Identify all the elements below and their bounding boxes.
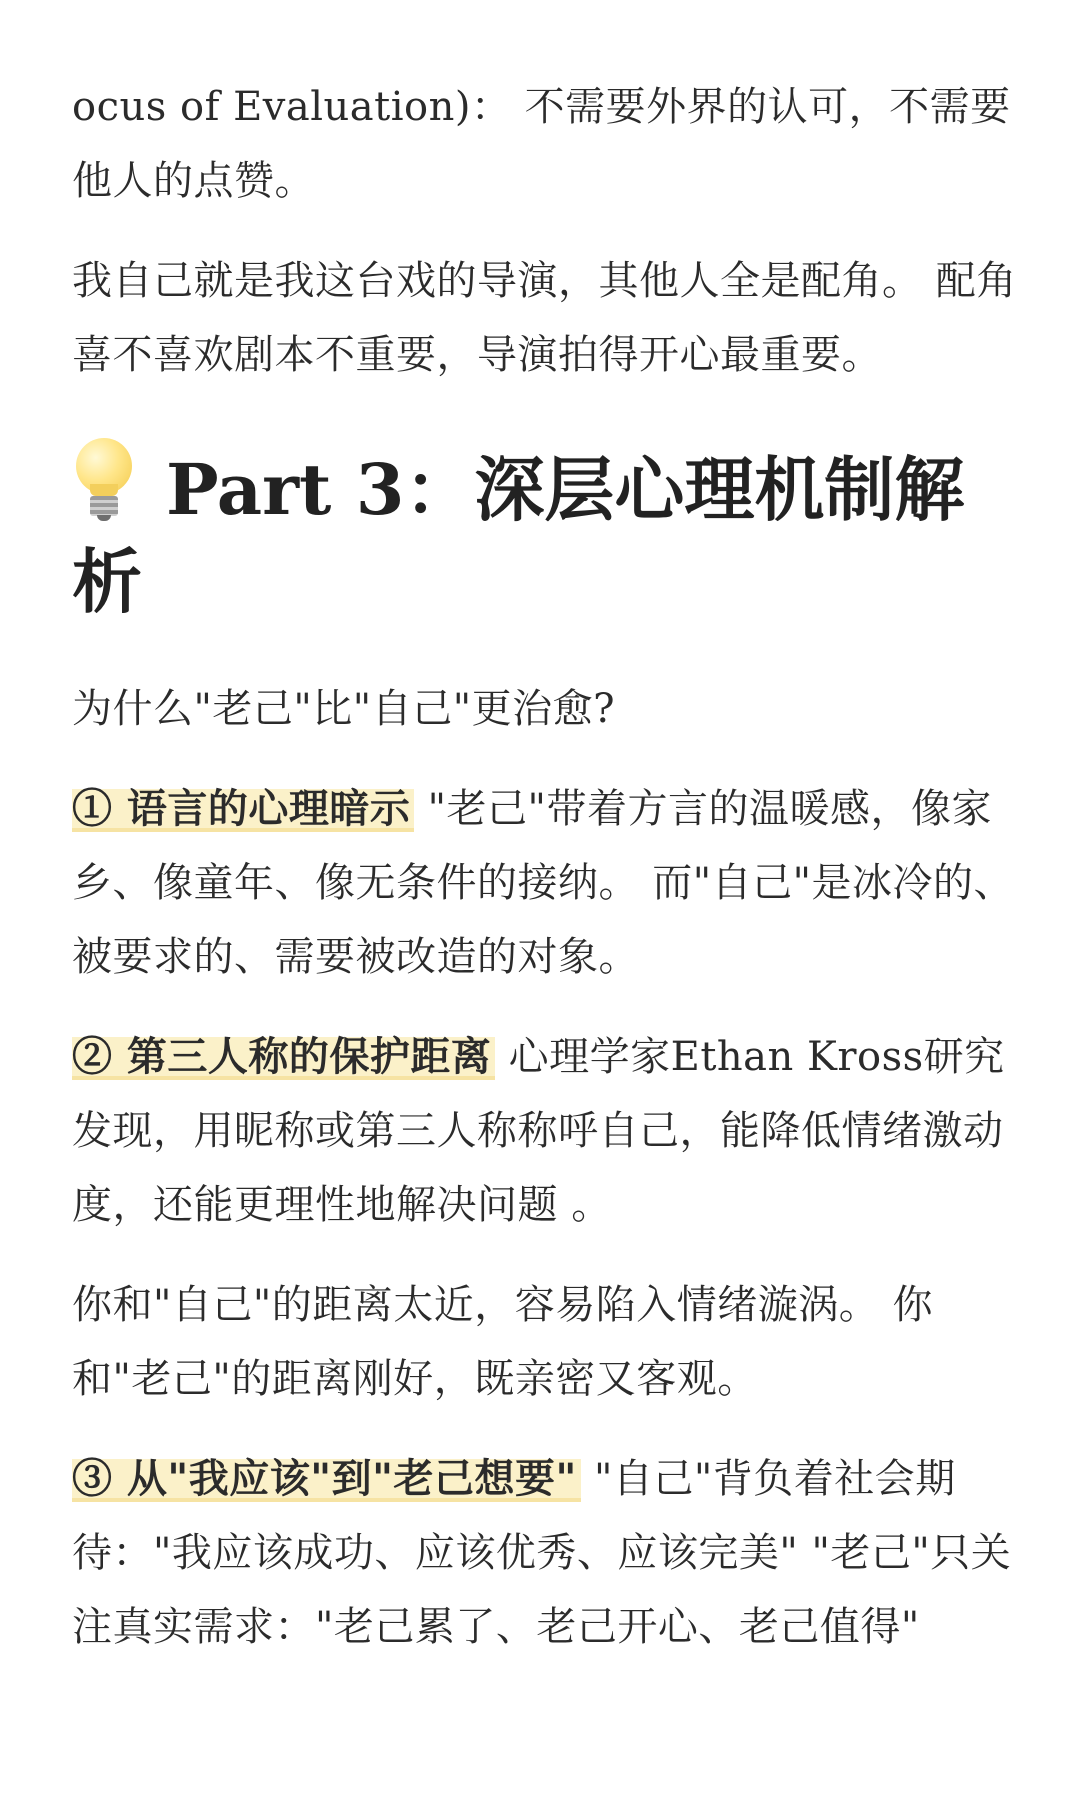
point-3-text: "自己"背负着社会期待："我应该成功、应该优秀、应该完美" "老己"只关注真实需求："老己累了、老己开心、老己值得": [72, 1456, 1012, 1650]
section-heading: [72, 438, 1017, 628]
question-paragraph: 为什么"老己"比"自己"更治愈?: [72, 686, 616, 732]
point-3-title: ③ 从"我应该"到"老己想要": [72, 1455, 581, 1502]
point-1-text: "老己"带着方言的温暖感，像家乡、像童年、像无条件的接纳。 而"自己"是冰冷的、被要求的、需要被改造的对象。: [72, 786, 1015, 980]
point-2-title: ② 第三人称的保护距离: [72, 1033, 495, 1080]
article-body: [72, 70, 1017, 1690]
point-1-paragraph: [72, 772, 1017, 994]
point-2-paragraph: [72, 1020, 1017, 1242]
point-3-paragraph: [72, 1442, 1017, 1664]
lightbulb-icon: [72, 438, 136, 522]
point-1-title: ① 语言的心理暗示: [72, 785, 414, 832]
point-2-text: 心理学家Ethan Kross研究发现，用昵称或第三人称称呼自己，能降低情绪激动度，还能更理性地解决问题 。: [72, 1034, 1005, 1228]
section-heading-text: Part 3：深层心理机制解析: [72, 448, 965, 623]
director-paragraph: 我自己就是我这台戏的导演，其他人全是配角。 配角喜不喜欢剧本不重要，导演拍得开心最重要。: [72, 258, 1017, 378]
distance-paragraph: 你和"自己"的距离太近，容易陷入情绪漩涡。 你和"老己"的距离刚好，既亲密又客观。: [72, 1282, 934, 1402]
intro-paragraph: ocus of Evaluation)： 不需要外界的认可，不需要他人的点赞。: [72, 84, 1011, 204]
